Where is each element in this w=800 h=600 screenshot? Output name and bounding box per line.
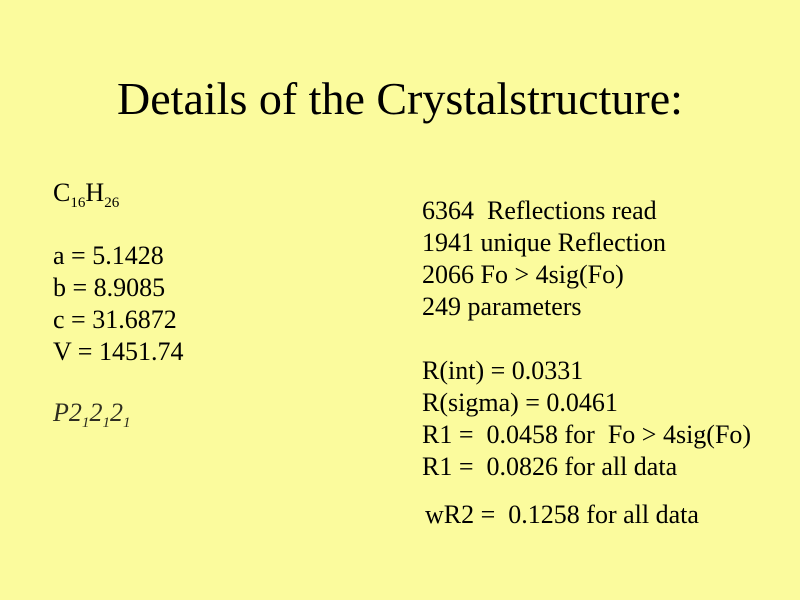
r1-strong-line: R1 = 0.0458 for Fo > 4sig(Fo) [422, 420, 752, 449]
cell-parameter-a: a = 5.1428 [53, 241, 164, 270]
r-int-line: R(int) = 0.0331 [422, 356, 584, 385]
refinement-statistics-block [422, 355, 751, 483]
space-group-two2: 2 [89, 398, 103, 427]
reflections-read-line: 6364 Reflections read [422, 196, 657, 225]
cell-parameter-volume: V = 1451.74 [53, 337, 184, 366]
formula-element-c: C [53, 178, 71, 207]
space-group-sub2: 1 [102, 415, 110, 432]
space-group [53, 397, 131, 432]
cell-parameters-block [53, 240, 183, 368]
formula-subscript-h: 26 [104, 195, 120, 212]
fo-threshold-line: 2066 Fo > 4sig(Fo) [422, 260, 624, 289]
space-group-sub1: 1 [81, 415, 90, 432]
unique-reflections-line: 1941 unique Reflection [422, 228, 667, 257]
space-group-sub3: 1 [122, 415, 131, 432]
space-group-two3: 2 [109, 398, 123, 427]
formula-subscript-c: 16 [70, 195, 86, 212]
parameters-line: 249 parameters [422, 292, 582, 321]
r1-all-data-line: R1 = 0.0826 for all data [422, 452, 678, 481]
r-sigma-line: R(sigma) = 0.0461 [422, 388, 618, 417]
cell-parameter-c: c = 31.6872 [53, 305, 177, 334]
space-group-p2: P2 [53, 398, 82, 427]
cell-parameter-b: b = 8.9085 [53, 273, 166, 302]
wr2-line: wR2 = 0.1258 for all data [425, 500, 699, 529]
chemical-formula [53, 177, 120, 212]
page-title: Details of the Crystalstructure: [117, 73, 683, 124]
reflection-statistics-block [422, 195, 666, 323]
formula-element-h: H [85, 178, 105, 207]
